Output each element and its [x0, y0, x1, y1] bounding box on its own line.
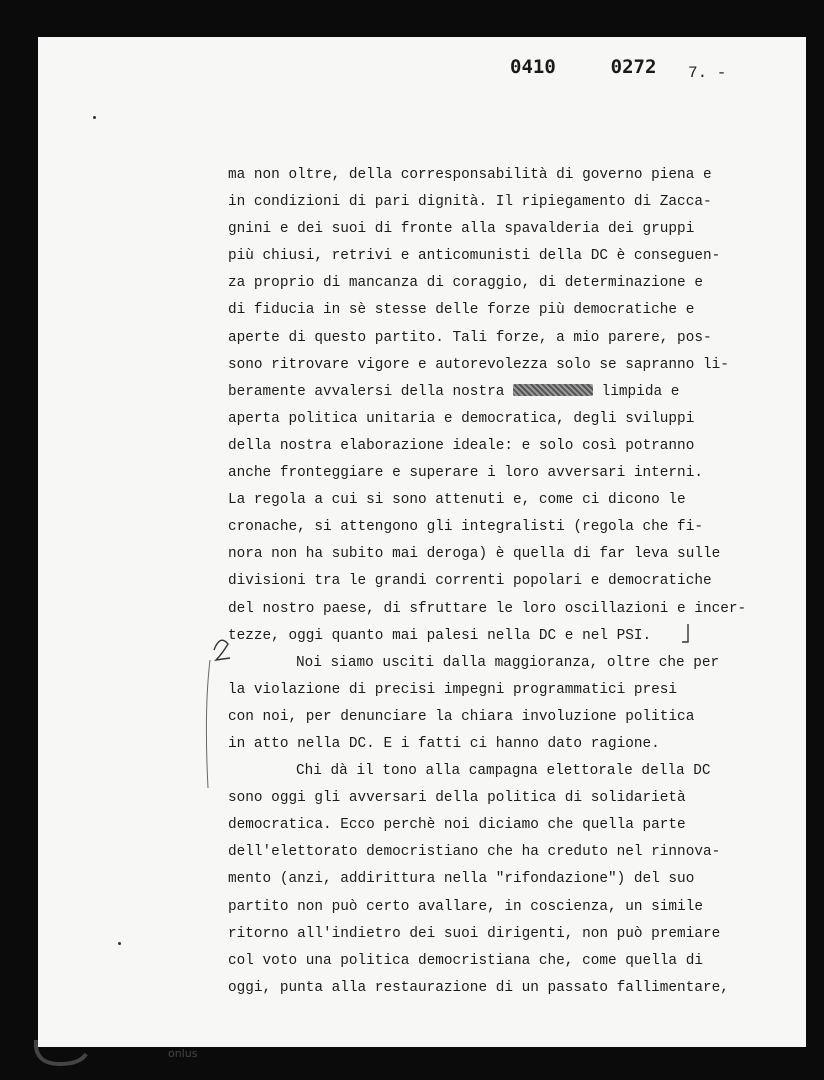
text-line: aperta politica unitaria e democratica, degli sviluppi — [228, 410, 695, 427]
text-line: anche fronteggiare e superare i loro avversari interni. — [228, 465, 703, 482]
text-line: Chi dà il tono alla campagna elettorale della DC — [296, 763, 711, 780]
text-line: La regola a cui si sono attenuti e, come ci dicono le — [228, 492, 686, 509]
watermark-onlus-label: onlus — [168, 1047, 198, 1060]
text-line: di fiducia in sè stesse delle forze più democratiche e — [228, 302, 695, 319]
logo-arc-icon — [30, 1030, 90, 1070]
text-line: col voto una politica democristiana che, come quella di — [228, 952, 703, 969]
text-line: gnini e dei suoi di fronte alla spavalderia dei gruppi — [228, 221, 695, 238]
text-line: sono ritrovare vigore e autorevolezza solo se sapranno li- — [228, 356, 729, 373]
text-line: ritorno all'indietro dei suoi dirigenti, non può premiare — [228, 925, 721, 942]
typed-text-body — [228, 162, 788, 1002]
redacted-word — [513, 384, 593, 396]
text-line: tezze, oggi quanto mai palesi nella DC e nel PSI. — [228, 627, 652, 644]
text-line: del nostro paese, di sfruttare le loro oscillazioni e incer- — [228, 600, 747, 617]
text-line: in atto nella DC. E i fatti ci hanno dato ragione. — [228, 735, 660, 752]
text-line: Noi siamo usciti dalla maggioranza, oltre che per — [296, 654, 720, 671]
speck — [118, 942, 121, 945]
page-number: 7. - — [688, 64, 727, 82]
text-line: con noi, per denunciare la chiara involuzione politica — [228, 708, 695, 725]
handwritten-margin-mark — [200, 630, 240, 790]
text-line: dell'elettorato democristiano che ha creduto nel rinnova- — [228, 844, 721, 861]
text-line: democratica. Ecco perchè noi diciamo che quella parte — [228, 817, 686, 834]
text-line: partito non può certo avallare, in coscienza, un simile — [228, 898, 703, 915]
text-line: la violazione di precisi impegni programmatici presi — [228, 681, 678, 698]
text-line: oggi, punta alla restaurazione di un passato fallimentare, — [228, 979, 729, 996]
text-line: in condizioni di pari dignità. Il ripiegamento di Zacca- — [228, 194, 712, 211]
archive-logo-watermark — [0, 990, 60, 1070]
text-line: della nostra elaborazione ideale: e solo così potranno — [228, 437, 695, 454]
text-line: ma non oltre, della corresponsabilità di governo piena e — [228, 167, 712, 183]
text-line: nora non ha subito mai deroga) è quella di far leva sulle — [228, 546, 721, 563]
text-line: divisioni tra le grandi correnti popolari e democratiche — [228, 573, 712, 590]
text-line: aperte di questo partito. Tali forze, a mio parere, pos- — [228, 329, 712, 346]
speck — [93, 116, 96, 119]
text-line: beramente avvalersi della nostra limpida e — [228, 383, 680, 400]
text-line: mento (anzi, addirittura nella "rifondazione") del suo — [228, 871, 695, 888]
text-line: sono oggi gli avversari della politica di solidarietà — [228, 790, 686, 807]
text-line: cronache, si attengono gli integralisti (regola che fi- — [228, 519, 703, 536]
text-line: più chiusi, retrivi e anticomunisti della DC è conseguen- — [228, 248, 721, 265]
archive-stamp: 0410 0272 — [510, 56, 657, 78]
handwritten-bracket-mark — [676, 622, 696, 646]
text-line: za proprio di mancanza di coraggio, di determinazione e — [228, 275, 703, 292]
